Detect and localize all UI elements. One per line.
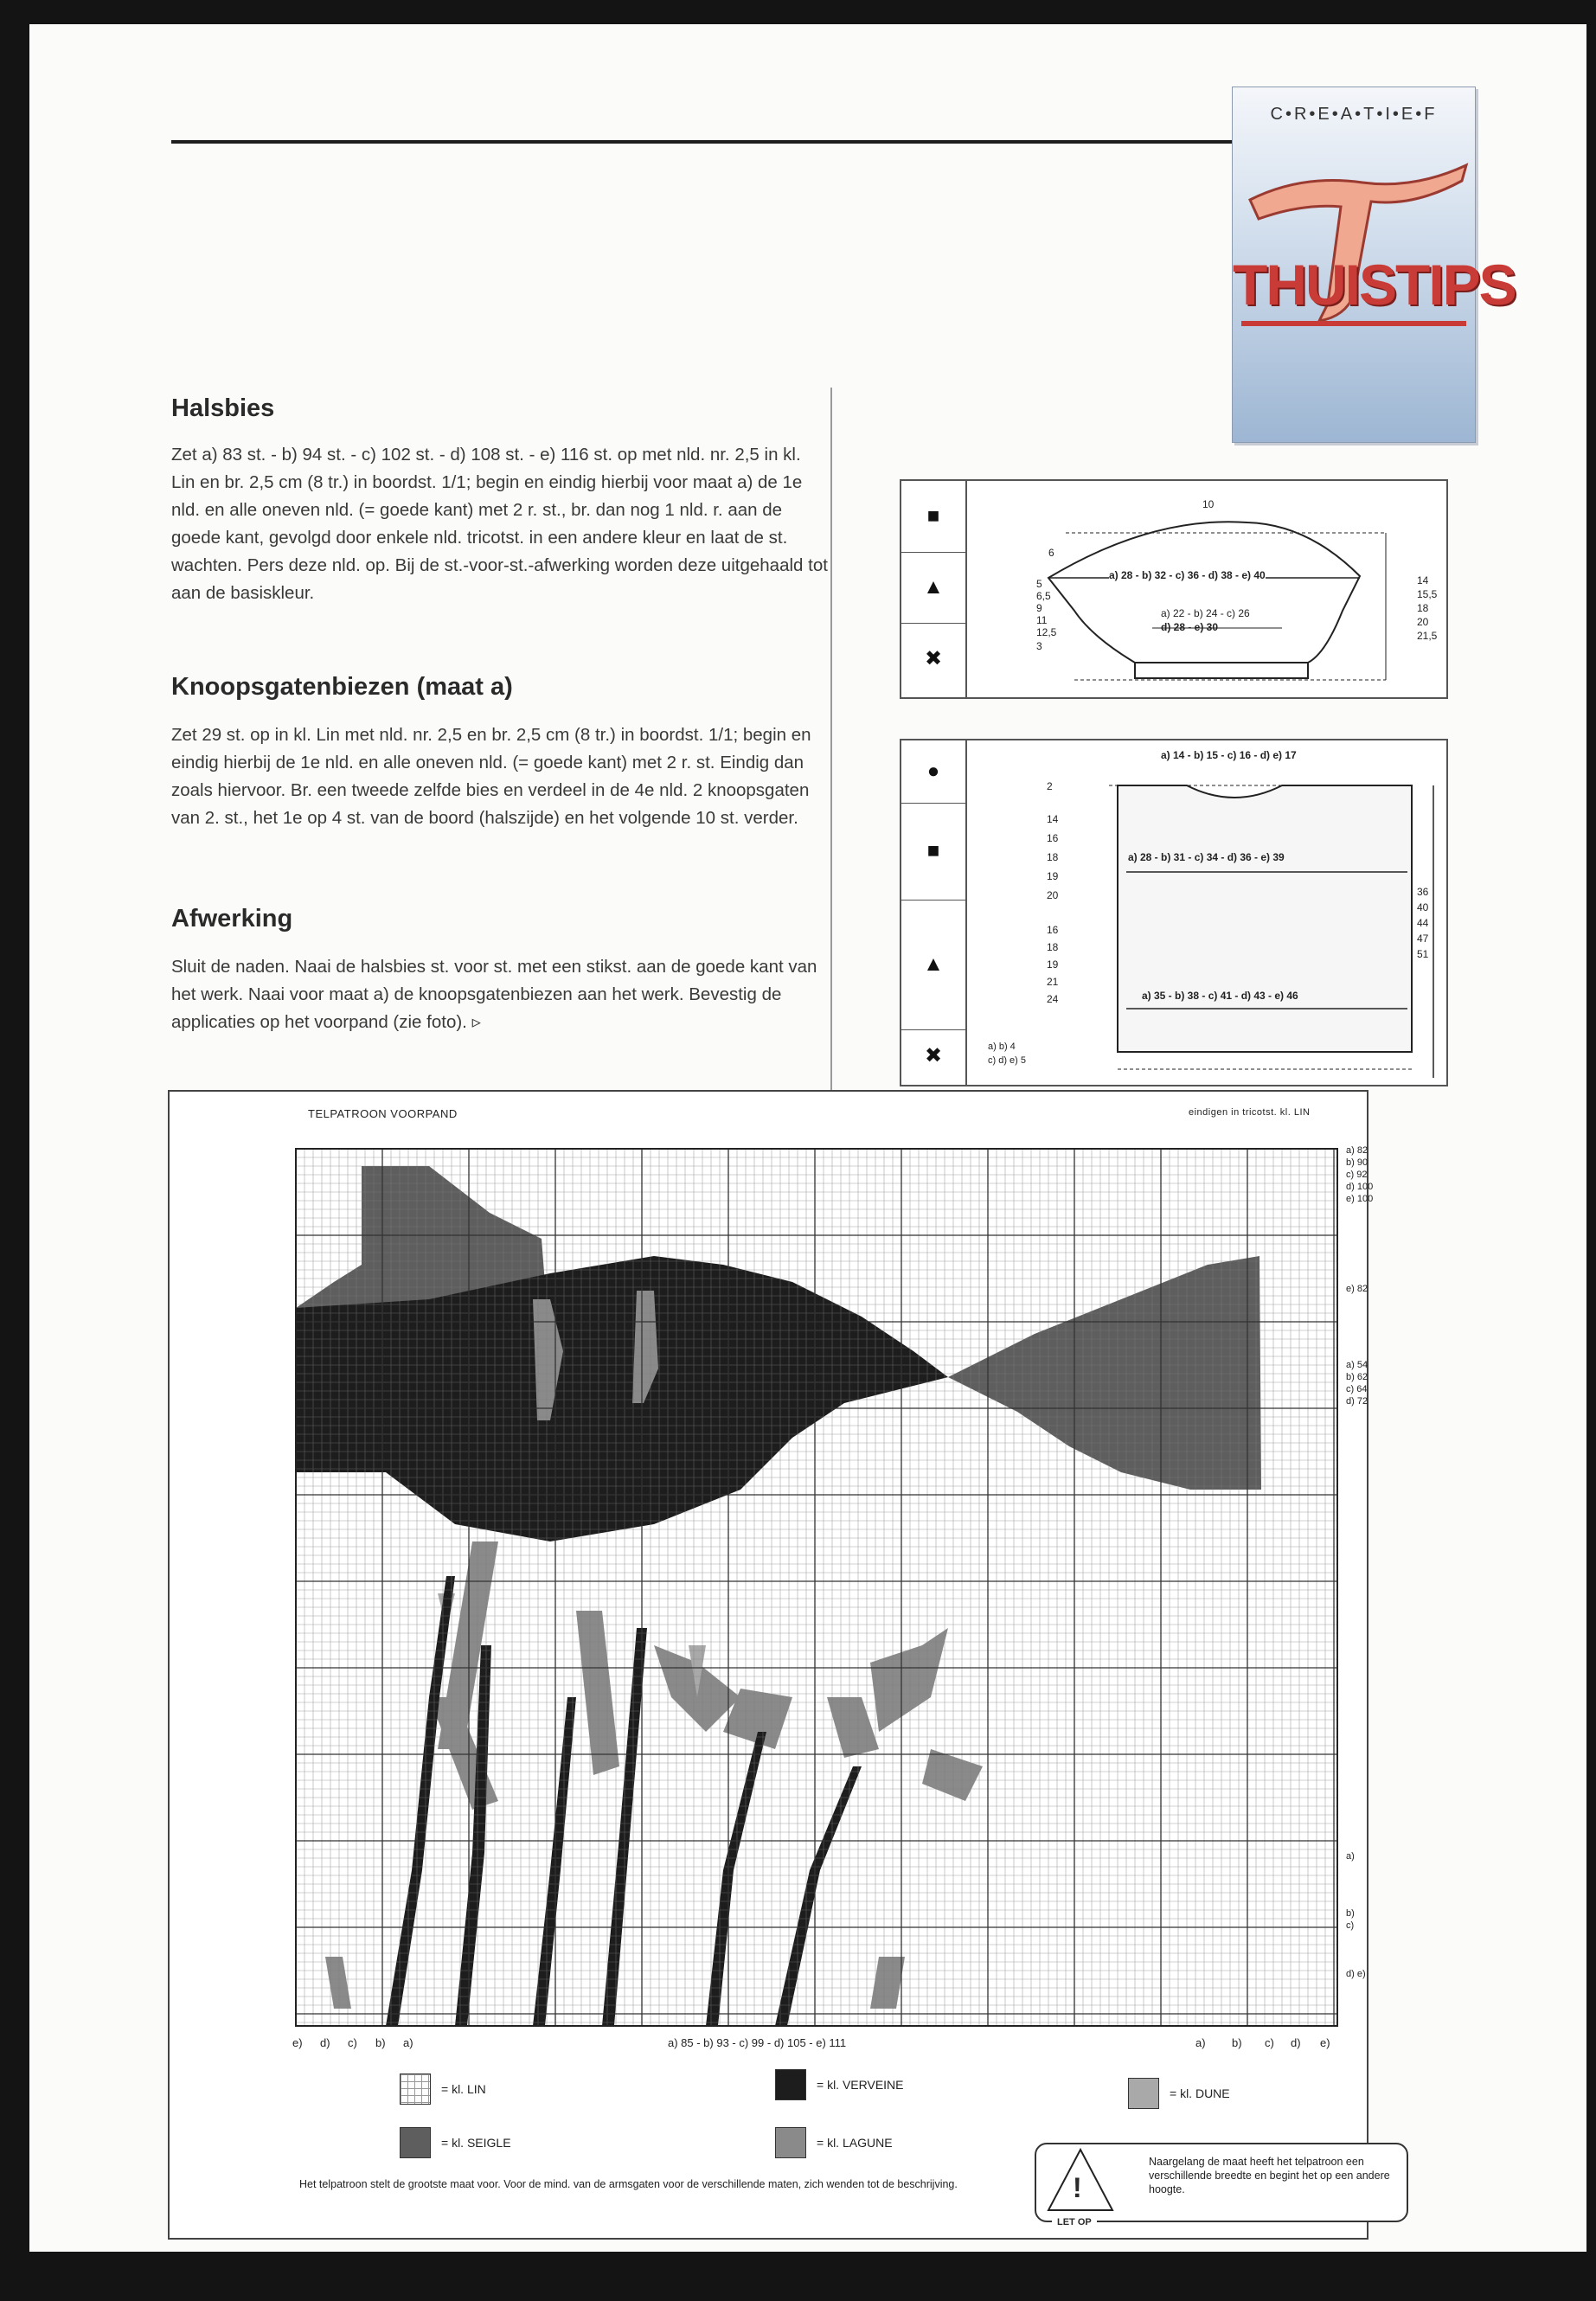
symbol-square: ■ [901,481,965,553]
legend-label: = kl. DUNE [1170,2086,1230,2100]
sleeve-mid-label-2: d) 28 - e) 30 [1161,621,1219,633]
body-shape [901,740,1446,1085]
sleeve-shape [901,481,1446,697]
bottom-center-label: a) 85 - b) 93 - c) 99 - d) 105 - e) 111 [668,2036,847,2049]
body-left-num: 19 [1047,958,1059,971]
legend-swatch-lin [400,2073,431,2105]
bottom-right-marker: a) [1195,2036,1206,2049]
creatief-thuistips-logo [1232,87,1516,443]
body-left-num: 21 [1047,976,1059,988]
column-divider [830,388,832,1097]
right-marker: c) 64 [1346,1384,1368,1394]
sleeve-left-num: 6 [1048,547,1054,559]
chart-top-right-note: eindigen in tricotst. kl. LIN [1189,1107,1311,1118]
warning-box [1035,2143,1408,2227]
bottom-right-marker: b) [1232,2036,1242,2049]
symbol-square: ■ [901,803,965,901]
body-right-num: 44 [1417,917,1429,929]
body-right-num: 47 [1417,933,1429,945]
symbol-triangle: ▲ [901,900,965,1030]
body-left-num: 19 [1047,870,1059,882]
bottom-right-marker: d) [1291,2036,1301,2049]
right-marker: d) 100 [1346,1182,1374,1192]
sleeve-right-num: 21,5 [1417,630,1438,642]
page [29,24,1586,2252]
text-knoopsgatenbiezen: Zet 29 st. op in kl. Lin met nld. nr. 2,5 en br. 2,5 cm (8 tr.) in boordst. 1/1; begin en eindig hierbij de 1e nld. en alle oneven nld. (= goede kant) met 2 r. st. Eindig dan zoals hiervoor. Br. een tweede zelfde bies en verdeel in de 4e nld. 2 knoopsgaten van 2. st., het 1e op 4 st. van de boord (halszijde) en het volgende 10 st. verder. [171,725,811,828]
right-marker: e) 100 [1346,1194,1374,1204]
sleeve-left-num: 9 [1036,602,1042,614]
body-left-num: 24 [1047,993,1059,1005]
symbol-cross: ✖ [924,647,943,670]
chart-title: TELPATROON VOORPAND [308,1107,458,1120]
body-right-num: 51 [1417,948,1429,960]
sleeve-right-num: 15,5 [1417,588,1438,600]
body-left-num: 14 [1047,813,1059,825]
chart-grid [170,1092,1367,1974]
legend-swatch-dune [1128,2078,1159,2109]
legend-seigle [400,2127,511,2158]
bottom-left-marker: e) [292,2036,303,2049]
logo-brand-text: THUISTIPS [1233,253,1516,317]
logo-underline [1241,321,1466,326]
body-chest-label: a) 28 - b) 31 - c) 34 - d) 36 - e) 39 [1128,851,1285,863]
right-marker: b) 90 [1346,1157,1368,1168]
sleeve-width-label: 10 [1202,498,1215,510]
legend-swatch-verveine [775,2069,806,2100]
legend-verveine [775,2069,904,2100]
bottom-left-marker: a) [403,2036,413,2049]
symbol-triangle: ▲ [901,552,965,624]
sleeve-schematic [900,479,1448,699]
right-marker: e) 82 [1346,1284,1368,1294]
right-marker: b) 62 [1346,1372,1368,1382]
heading-knoopsgatenbiezen: Knoopsgatenbiezen (maat a) [171,673,513,701]
heading-halsbies: Halsbies [171,394,275,422]
legend-swatch-seigle [400,2127,431,2158]
logo-top-text: C•R•E•A•T•I•E•F [1270,105,1438,124]
body-bottom-left-2: c) d) e) 5 [988,1055,1027,1066]
sleeve-right-num: 14 [1417,574,1429,586]
right-marker: c) [1346,1920,1355,1931]
right-marker: a) 54 [1346,1360,1368,1370]
body-left-num: 18 [1047,941,1059,953]
heading-afwerking: Afwerking [171,905,293,933]
body-top-label: a) 14 - b) 15 - c) 16 - d) e) 17 [1161,749,1297,761]
sleeve-mid-label-1: a) 22 - b) 24 - c) 26 [1161,607,1250,619]
right-marker: d) 72 [1346,1396,1368,1407]
sleeve-left-num: 11 [1036,614,1048,626]
legend-lagune [775,2127,893,2158]
warning-text: Naargelang de maat heeft het telpatroon een verschillende breedte en begint het op een andere hoogte. [1149,2156,1390,2195]
body-right-num: 40 [1417,901,1429,913]
text-halsbies: Zet a) 83 st. - b) 94 st. - c) 102 st. - d) 108 st. - e) 116 st. op met nld. nr. 2,5 in kl. Lin en br. 2,5 cm (8 tr.) in boordst. 1/1; begin en eindig hierbij voor maat a) de 1e nld. en alle oneven nld. (= goede kant) met 2 r. st., br. dan nog 1 nld. r. aan de goede kant, gevolgd door enkele nld. tricotst. in een andere kleur en laat de st. wachten. Pers deze nld. op. Bij de st.-voor-st.-afwerking worden deze uitgehaald tot aan de basiskleur. [171,445,828,603]
body-right-num: 36 [1417,886,1429,898]
warning-symbol: ! [1073,2172,1082,2203]
chart-footnote: Het telpatroon stelt de grootste maat voor. Voor de mind. van de armsgaten voor de verschillende maten, zich wenden tot de beschrijving. [299,2178,958,2190]
legend-dune [1128,2078,1230,2109]
sleeve-left-num: 6,5 [1036,590,1051,602]
header-rule [171,140,1261,144]
bottom-left-marker: d) [320,2036,330,2049]
sleeve-left-num: 3 [1036,640,1042,652]
right-marker: a) [1346,1851,1355,1862]
legend-label: = kl. LAGUNE [817,2136,893,2150]
symbol-cross: ✖ [924,1044,943,1067]
body-bottom-left-1: a) b) 4 [988,1042,1016,1052]
body-left-num: 16 [1047,924,1059,936]
bottom-right-marker: c) [1265,2036,1274,2049]
text-afwerking: Sluit de naden. Naai de halsbies st. voor st. met een stikst. aan de goede kant van het werk. Naai voor maat a) de knoopsgatenbiezen aan het werk. Bevestig de applicaties op het voorpand (zie foto). ▹ [171,957,817,1032]
body-left-num: 16 [1047,832,1059,844]
symbol-circle: ● [901,740,965,804]
right-marker: b) [1346,1908,1355,1919]
legend-label: = kl. VERVEINE [817,2078,904,2092]
sleeve-left-num: 5 [1036,578,1042,590]
body-left-num: 20 [1047,889,1059,901]
body-top-left-num: 2 [1047,780,1053,792]
sleeve-right-num: 18 [1417,602,1429,614]
legend-label: = kl. SEIGLE [441,2136,511,2150]
bottom-right-marker: e) [1320,2036,1330,2049]
legend-swatch-lagune [775,2127,806,2158]
right-marker: a) 82 [1346,1145,1368,1156]
sleeve-shoulder-label: a) 28 - b) 32 - c) 36 - d) 38 - e) 40 [1109,569,1266,581]
body-left-num: 18 [1047,851,1059,863]
warning-label: LET OP [1052,2217,1097,2227]
sleeve-right-num: 20 [1417,616,1429,628]
right-marker: c) 92 [1346,1170,1368,1180]
right-marker: d) e) [1346,1969,1366,1979]
legend-label: = kl. LIN [441,2082,486,2096]
body-schematic [900,739,1448,1086]
bottom-left-marker: b) [375,2036,386,2049]
legend-lin [400,2073,486,2105]
bottom-left-marker: c) [348,2036,357,2049]
knitting-chart [168,1090,1390,2240]
sleeve-left-num: 12,5 [1036,626,1057,638]
body-hem-label: a) 35 - b) 38 - c) 41 - d) 43 - e) 46 [1142,990,1298,1002]
